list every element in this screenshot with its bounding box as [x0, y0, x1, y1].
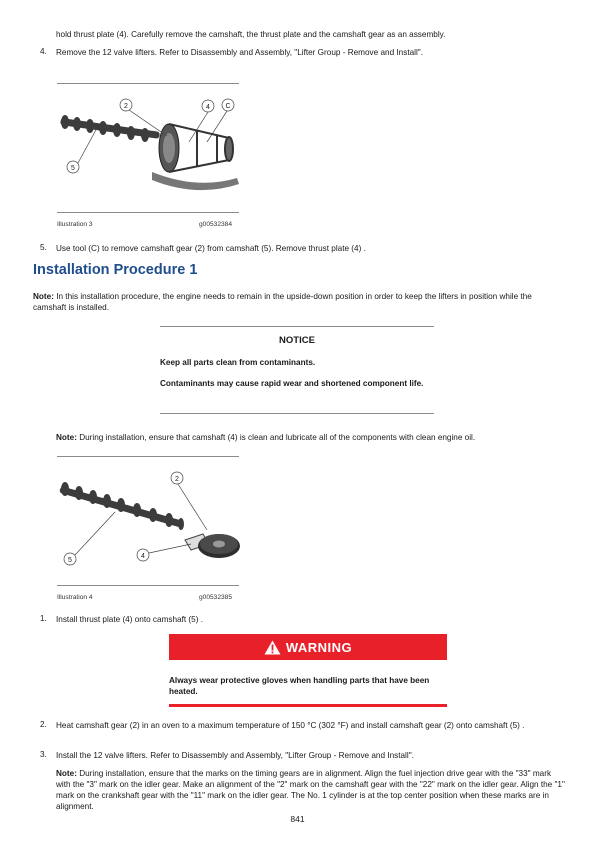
camshaft-removal-illustration — [57, 90, 242, 210]
step-text: Heat camshaft gear (2) in an oven to a maximum temperature of 150 °C (302 °F) and install camshaft gear (2) onto camshaft (5) . — [56, 721, 525, 730]
figure-top-rule — [57, 83, 239, 84]
note-paragraph — [56, 768, 566, 812]
base-plate-shape — [152, 172, 239, 190]
step-text: Use tool (C) to remove camshaft gear (2) from camshaft (5). Remove thrust plate (4) . — [56, 244, 366, 253]
notice-line: Contaminants may cause rapid wear and shortened component life. — [160, 379, 424, 388]
callout-4-label: 4 — [206, 104, 210, 111]
figure-top-rule — [57, 456, 239, 457]
note-text: During installation, ensure that the marks on the timing gears are in alignment. Align the fuel injection drive gear with the "33" mark with the "3" mark on the idler gear. Make an alignment of the "2" mark on the camshaft gear with the "22" mark on the idler gear. Align the "1" mark on the crankshaft gear with the "11" mark on the idler gear. The No. 1 cylinder is at the top center position when these marks are in alignment. — [56, 769, 565, 811]
warning-triangle-icon — [264, 640, 281, 655]
camshaft-shape — [60, 115, 160, 142]
step-number: 4. — [40, 47, 47, 56]
note-label: Note: — [56, 769, 77, 778]
step-number: 3. — [40, 750, 47, 759]
note-label: Note: — [56, 433, 77, 442]
notice-top-rule — [160, 326, 434, 327]
callout-2-label: 2 — [175, 476, 179, 483]
figure-code: g00532384 — [199, 221, 233, 228]
step-text: Install thrust plate (4) onto camshaft (5) . — [56, 615, 203, 624]
step-number: 5. — [40, 243, 47, 252]
section-heading: Installation Procedure 1 — [33, 262, 198, 278]
figure-code: g00532385 — [199, 594, 233, 601]
callout-2-label: 2 — [124, 103, 128, 110]
notice-title: NOTICE — [279, 335, 315, 346]
warning-text: Always wear protective gloves when handling parts that have been heated. — [169, 676, 430, 696]
camshaft-gear-shape — [198, 534, 240, 558]
note-text: In this installation procedure, the engine needs to remain in the upside-down position in order to keep the lifters in position while the camshaft is installed. — [33, 292, 532, 312]
note-paragraph — [56, 432, 566, 443]
camshaft-shape — [59, 482, 184, 530]
step-number: 2. — [40, 720, 47, 729]
step-text: Install the 12 valve lifters. Refer to Disassembly and Assembly, "Lifter Group - Remove and Install". — [56, 751, 414, 760]
camshaft-installation-illustration — [57, 464, 242, 579]
step-continuation: hold thrust plate (4). Carefully remove the camshaft, the thrust plate and the camshaft gear as an assembly. — [56, 30, 446, 39]
note-text: During installation, ensure that camshaft (4) is clean and lubricate all of the components with clean engine oil. — [79, 433, 476, 442]
figure-bottom-rule — [57, 585, 239, 586]
step-text: Remove the 12 valve lifters. Refer to Disassembly and Assembly, "Lifter Group - Remove and Install". — [56, 48, 423, 57]
callout-4-label: 4 — [141, 553, 145, 560]
page-number: 841 — [290, 814, 305, 824]
callout-5-label: 5 — [71, 165, 75, 172]
notice-bottom-rule — [160, 413, 434, 414]
warning-bottom-bar — [169, 704, 447, 707]
callout-c-label: C — [225, 103, 231, 110]
figure-caption: Illustration 3 — [57, 221, 93, 228]
step-number: 1. — [40, 614, 47, 623]
camshaft-gear-shape — [159, 124, 179, 172]
warning-label: WARNING — [285, 639, 353, 655]
notice-line: Keep all parts clean from contaminants. — [160, 358, 316, 367]
warning-banner — [169, 634, 447, 660]
note-label: Note: — [33, 292, 54, 301]
note-paragraph — [33, 291, 558, 313]
figure-caption: Illustration 4 — [57, 594, 93, 601]
callout-5-label: 5 — [68, 557, 72, 564]
figure-bottom-rule — [57, 212, 239, 213]
